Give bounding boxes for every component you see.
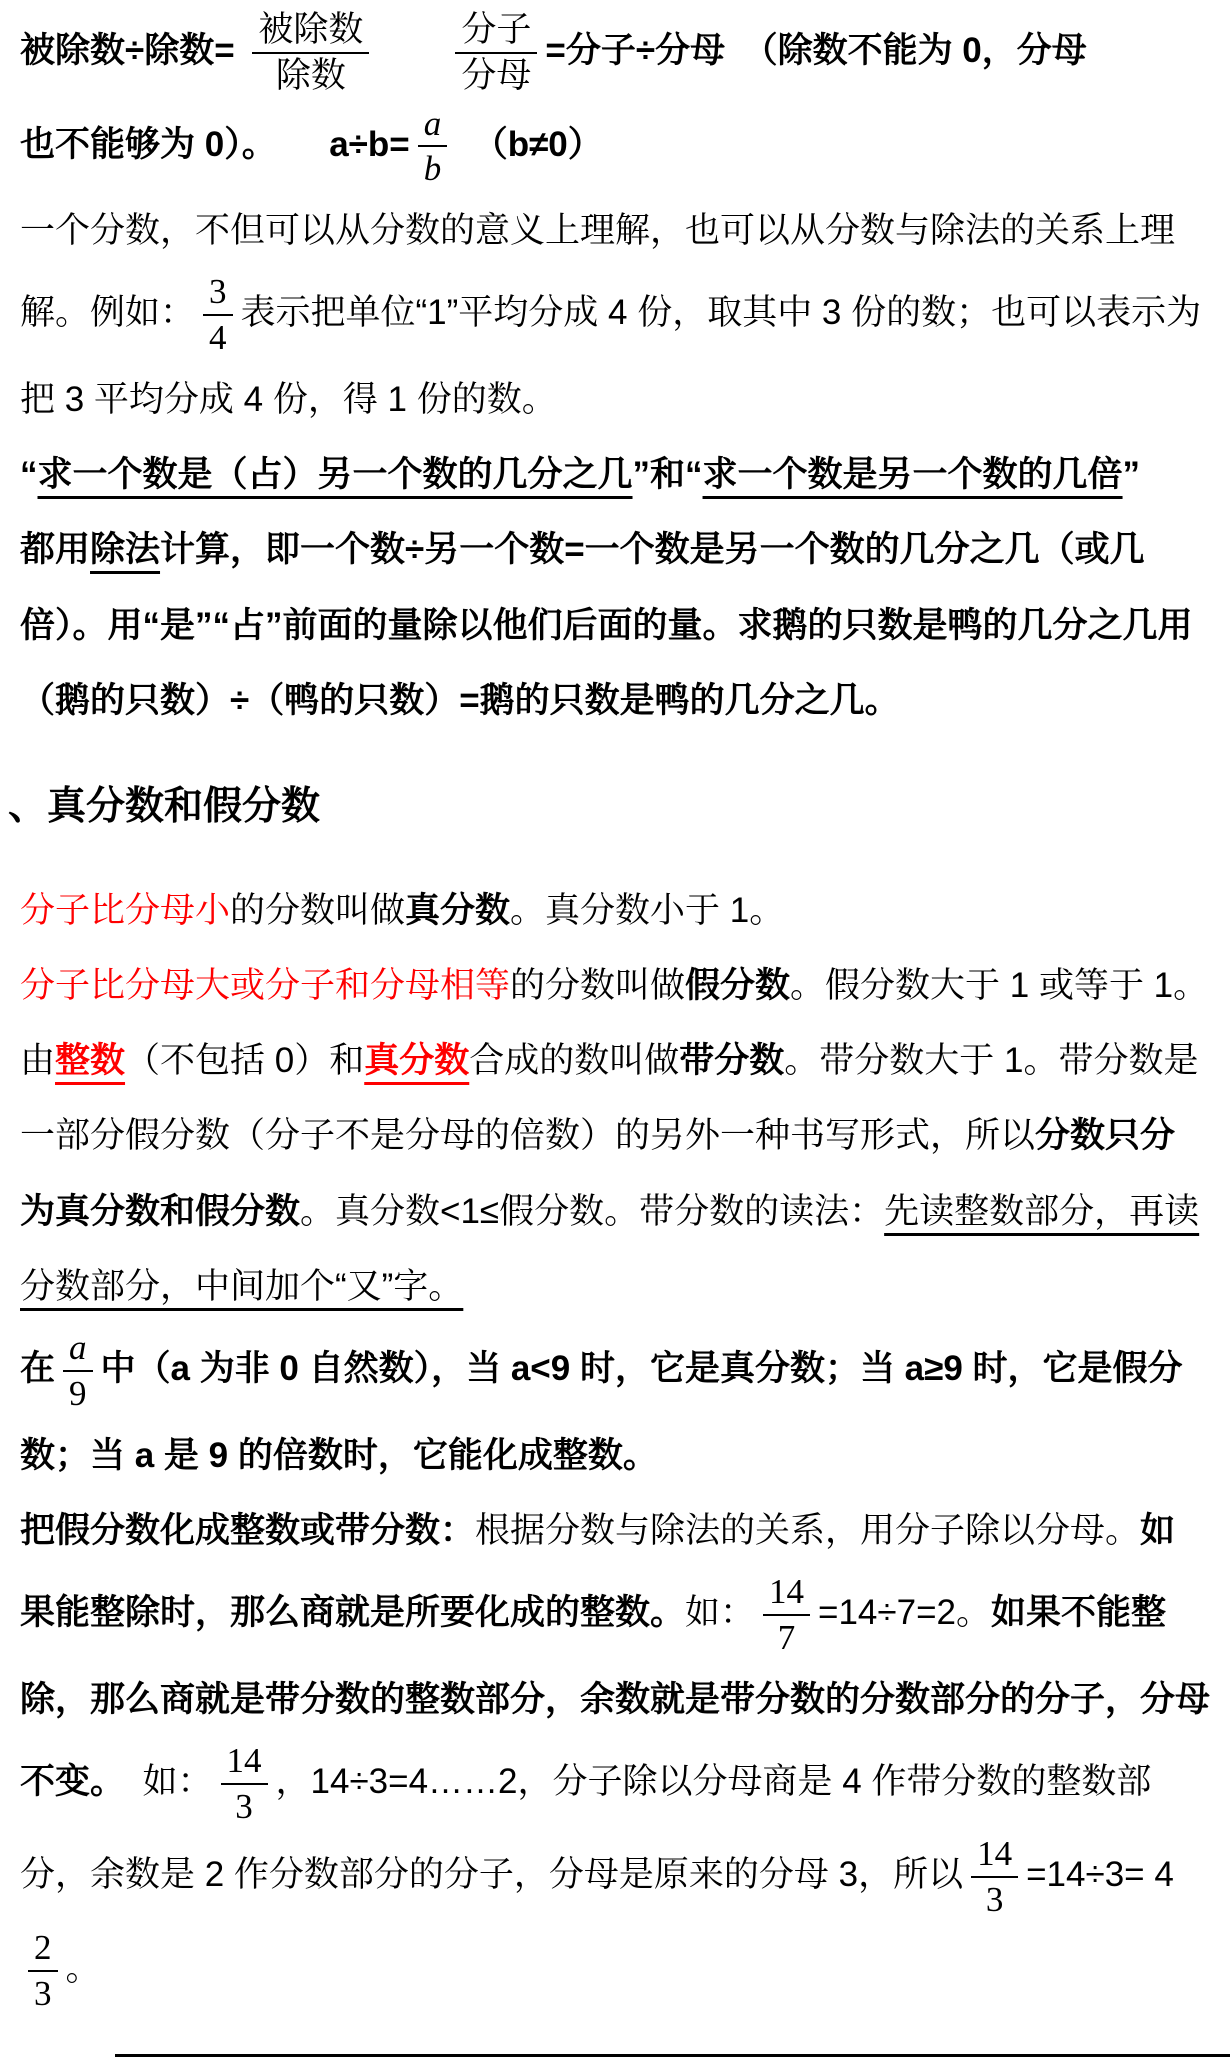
fraction <box>203 270 233 360</box>
text-run: 表示把单位“1”平均分成 4 份，取其中 3 份的数；也可以表示为把 3 平均分成 4 份，得 1 份的数。 <box>20 293 1202 419</box>
fraction-denominator: 3 <box>985 1880 1004 1920</box>
text-run <box>377 31 447 70</box>
text-run: 根据分数与除法的关系，用分子除以分母。 <box>475 1510 1141 1550</box>
text-run: 计算，即一个数÷另一个数=一个数是另一个数的几分之几（或几倍）。用“是”“占”前面的量除以他们后面的量。求鹅的只数是鸭的几分之几用（鹅的只数）÷（鸭的只数）=鹅的只数是鸭的几分之几。 <box>20 530 1193 720</box>
para-a-over-9 <box>20 1324 1210 1493</box>
text-run: 带分数 <box>679 1041 785 1081</box>
text-run: 求一个数是（占）另一个数的几分之几 <box>37 455 633 494</box>
text-run: 真分数 <box>405 890 511 930</box>
text-run: “ <box>20 455 38 494</box>
text-run: （不包括 0）和 <box>125 1041 365 1081</box>
text-run: 合成的数叫做 <box>469 1041 680 1081</box>
para-mixed-number <box>20 1023 1210 1324</box>
fraction-numerator: a <box>418 102 448 148</box>
text-run: =14÷7=2。 <box>818 1593 991 1633</box>
fraction-denominator: b <box>423 149 442 189</box>
text-run: 假分数 <box>685 965 791 1005</box>
fraction <box>971 1832 1018 1922</box>
text-run: 中（a 为非 0 自然数），当 a<9 时，它是真分数；当 a≥9 时，它是假分数；当 a 是 9 的倍数时，它能化成整数。 <box>20 1349 1183 1475</box>
fraction <box>63 1326 93 1416</box>
text-run: 真分数 <box>364 1041 470 1081</box>
fraction <box>28 1926 58 2016</box>
text-run: ”和“ <box>632 455 703 494</box>
text-run: 如： <box>685 1593 756 1633</box>
fraction-denominator: 7 <box>777 1617 796 1657</box>
text-run: =14÷3= 4 <box>1026 1855 1174 1895</box>
fraction-numerator: 分子 <box>455 8 537 54</box>
fraction <box>455 8 537 98</box>
text-run: =分子÷分母 （除数不能为 0，分母 <box>545 31 1087 70</box>
text-run: 整数 <box>55 1041 126 1081</box>
text-run: 的分数叫做 <box>510 965 686 1005</box>
text-run: 一个分数，不但可以从分数的意义上理解，也可以从分数与除法的关系上理解。例如： <box>20 211 1176 333</box>
para-division-formula <box>20 6 1210 193</box>
text-run: 把假分数化成整数或带分数： <box>20 1510 476 1550</box>
section-paragraphs <box>20 873 1210 2018</box>
section-heading: 、真分数和假分数 <box>8 785 321 828</box>
fraction-numerator: 2 <box>28 1926 58 1972</box>
fraction-denominator: 3 <box>34 1973 52 2013</box>
text-run: 如： <box>107 1761 213 1801</box>
text-run: 。假分数大于 1 或等于 1。 <box>790 965 1209 1005</box>
fraction <box>763 1570 810 1660</box>
text-run: 如果不能整除，那么商就是带分数的整数部分，余数就是带分数的分数部分的分子，分母不变。 <box>20 1593 1211 1801</box>
fraction-denominator: 3 <box>235 1786 253 1826</box>
fraction-numerator: 14 <box>971 1832 1018 1878</box>
text-run: 。真分数<1≤假分数。带分数的读法： <box>300 1191 885 1231</box>
text-run: （b≠0） <box>455 124 603 164</box>
para-proper-fraction <box>20 873 1210 948</box>
text-run: 分子比分母大或分子和分母相等 <box>20 965 511 1005</box>
text-run: ，14÷3=4……2，分子除以分母商是 4 作带分数的整数部分，余数是 2 作分数部分的分子，分母是原来的分母 3，所以 <box>20 1761 1152 1895</box>
text-run: 在 <box>20 1349 56 1389</box>
text-run: 也不能够为 0）。 a÷b= <box>20 124 410 164</box>
text-run: 求一个数是另一个数的几倍 <box>702 455 1123 494</box>
para-improper-fraction <box>20 948 1210 1023</box>
fraction <box>418 102 448 192</box>
fraction <box>252 8 369 98</box>
para-fraction-meaning <box>20 193 1210 437</box>
text-run: 的分数叫做 <box>230 890 406 930</box>
fraction-denominator: 分母 <box>461 55 532 95</box>
text-run: 分子比分母小 <box>20 890 231 930</box>
fraction <box>221 1739 268 1829</box>
fraction-denominator: 9 <box>69 1373 87 1413</box>
text-run: 都用 <box>20 530 91 570</box>
text-run: 分数只分为真分数和假分数 <box>20 1116 1176 1231</box>
para-convert-improper <box>20 1493 1210 2018</box>
document-body <box>8 6 1211 2017</box>
text-run: 被除数÷除数= <box>20 31 245 70</box>
text-run: 。带分数大于 1。带分数是一部分假分数（分子不是分母的倍数）的另外一种书写形式，所以 <box>20 1041 1199 1156</box>
text-run: 如果能整除时，那么商就是所要化成的整数。 <box>20 1510 1176 1633</box>
fraction-numerator: 被除数 <box>252 8 369 54</box>
text-run: 除法 <box>90 530 161 570</box>
text-run: 。真分数小于 1。 <box>510 890 785 930</box>
fraction-numerator: 14 <box>763 1570 810 1616</box>
fraction-denominator: 4 <box>209 318 227 357</box>
fraction-numerator: 3 <box>203 270 233 316</box>
para-compare-division <box>20 437 1210 738</box>
fraction-denominator: 除数 <box>275 55 346 95</box>
text-run: ” <box>1122 455 1141 494</box>
fraction-numerator: 14 <box>221 1739 268 1785</box>
text-run: 由 <box>20 1041 56 1081</box>
intro-paragraphs <box>20 6 1210 738</box>
text-run: 。 <box>65 1948 101 1988</box>
text-run: 先读整数部分，再读分数部分，中间加个“又”字。 <box>20 1191 1200 1306</box>
fraction-numerator: a <box>63 1326 93 1372</box>
